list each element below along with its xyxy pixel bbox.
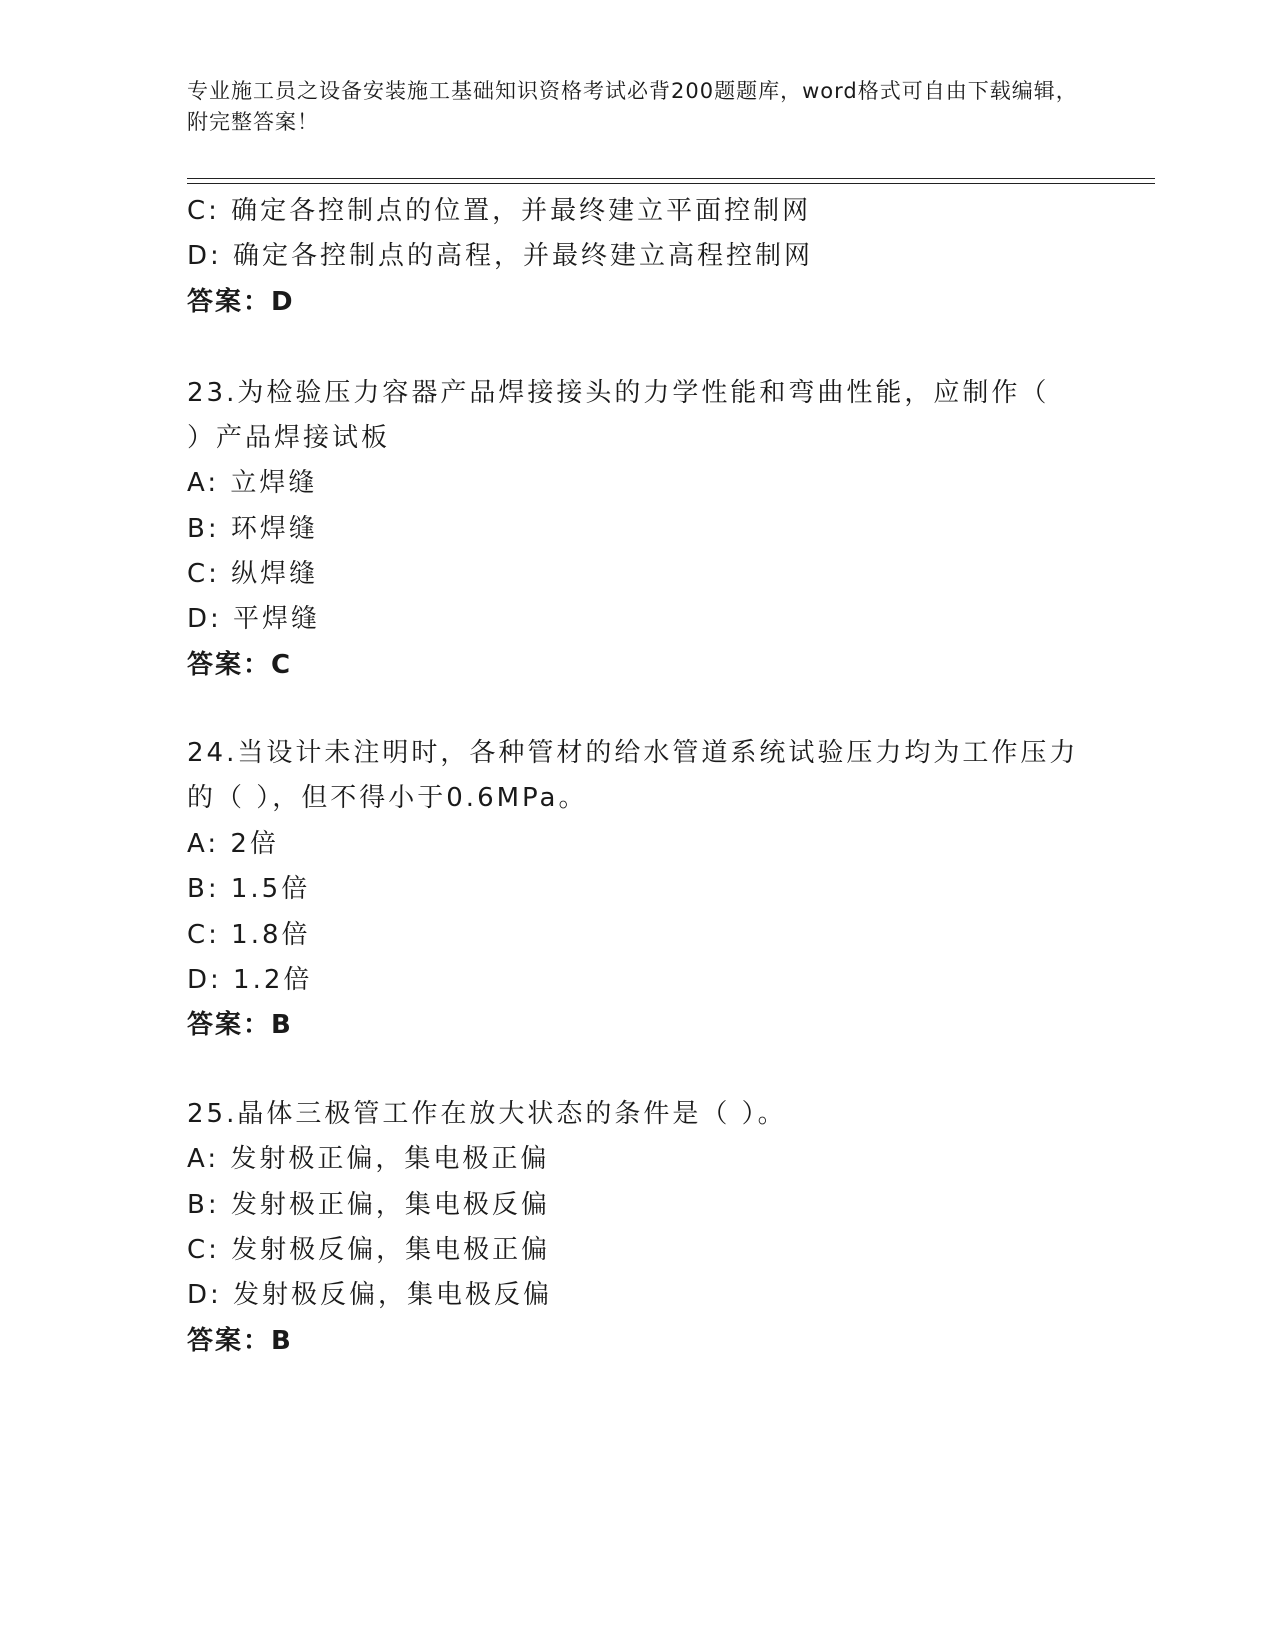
header-text: 专业施工员之设备安装施工基础知识资格考试必背200题题库，word格式可自由下载编辑，附完整答案！ — [187, 79, 1078, 134]
q24-stem-line1: 24.当设计未注明时，各种管材的给水管道系统试验压力均为工作压力 — [187, 738, 1079, 768]
q23-option-b: B: 环焊缝 — [187, 514, 318, 544]
q23-answer: 答案：C — [187, 650, 293, 680]
document-header — [187, 76, 1087, 138]
header-rule-bottom — [187, 183, 1155, 184]
q25-answer: 答案：B — [187, 1326, 293, 1356]
q23-stem-line2: ）产品焊接试板 — [187, 423, 391, 453]
q24-stem-line2: 的（ ），但不得小于0.6MPa。 — [187, 783, 588, 813]
q25-option-b: B: 发射极正偏，集电极反偏 — [187, 1190, 550, 1220]
q22-option-d: D: 确定各控制点的高程，并最终建立高程控制网 — [187, 241, 814, 271]
q23-option-a: A: 立焊缝 — [187, 468, 318, 498]
q22-option-c: C: 确定各控制点的位置，并最终建立平面控制网 — [187, 196, 812, 226]
q23-stem-line1: 23.为检验压力容器产品焊接接头的力学性能和弯曲性能，应制作（ — [187, 378, 1050, 408]
q25-option-a: A: 发射极正偏，集电极正偏 — [187, 1144, 550, 1174]
q25-option-d: D: 发射极反偏，集电极反偏 — [187, 1280, 553, 1310]
q22-answer: 答案：D — [187, 287, 295, 317]
q24-option-b: B: 1.5倍 — [187, 874, 311, 904]
q24-option-a: A: 2倍 — [187, 829, 279, 859]
q25-stem-line1: 25.晶体三极管工作在放大状态的条件是（ ）。 — [187, 1099, 787, 1129]
q24-option-c: C: 1.8倍 — [187, 920, 311, 950]
q25-option-c: C: 发射极反偏，集电极正偏 — [187, 1235, 551, 1265]
q24-option-d: D: 1.2倍 — [187, 965, 313, 995]
q23-option-c: C: 纵焊缝 — [187, 559, 319, 589]
header-rule-top — [187, 178, 1155, 179]
q24-answer: 答案：B — [187, 1010, 293, 1040]
q23-option-d: D: 平焊缝 — [187, 604, 321, 634]
